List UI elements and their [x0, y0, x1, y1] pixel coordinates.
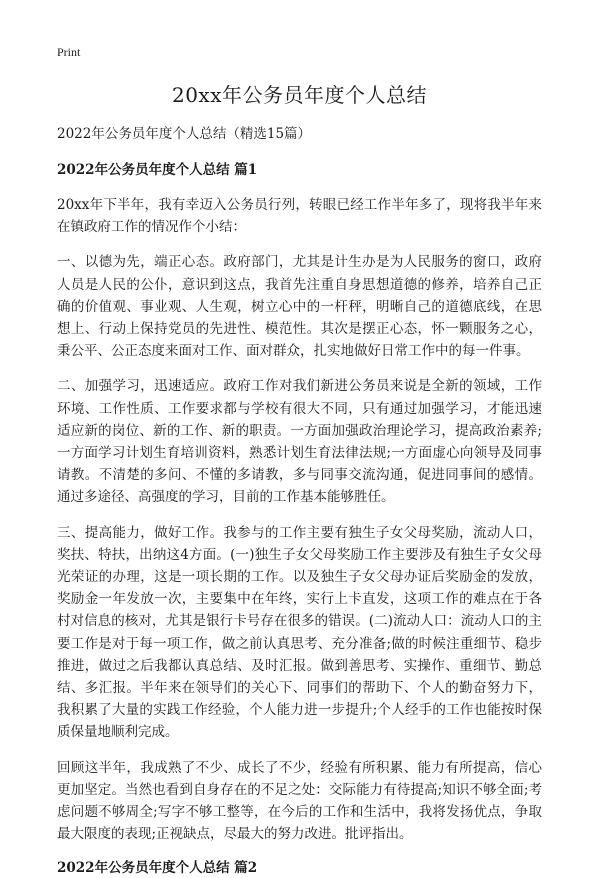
section-2 — [57, 858, 542, 878]
paragraph-point-3: 三、提高能力，做好工作。我参与的工作主要有独生子女父母奖励，流动人口，奖扶、特扶，出纳这4方面。(一)独生子女父母奖励工作主要涉及有独生子女父母光荣证的办理，这是一项长期的工作。以及独生子女父母办证后奖励金的发放，奖励金一年发放一次，主要集中在年终，实行上卡直发，这项工作的难点在于各村对信息的核对，尤其是银行卡号存在很多的错误。(二)流动人口：流动人口的主要工作是对于每一项工作，做之前认真思考、充分准备;做的时候注重细节、稳步推进，做过之后我都认真总结、及时汇报。做到善思考、实操作、重细节、勤总结、多汇报。半年来在领导们的关心下、同事们的帮助下、个人的勤奋努力下，我积累了大量的实践工作经验，个人能力进一步提升;个人经手的工作也能按时保质保量地顺利完成。 — [57, 524, 542, 741]
section-1 — [57, 160, 542, 845]
paragraph-review: 回顾这半年，我成熟了不少、成长了不少，经验有所积累、能力有所提高，信心更加坚定。当然也看到自身存在的不足之处：交际能力有待提高;知识不够全面;考虑问题不够周全;写字不够工整等，在今后的工作和生活中，我将发扬优点，争取最大限度的表现;正视缺点，尽最大的努力改进。批评指出。 — [57, 759, 542, 843]
paragraph-point-2: 二、加强学习，迅速适应。政府工作对我们新进公务员来说是全新的领域，工作环境、工作性质、工作要求都与学校有很大不同，只有通过加强学习，才能迅速适应新的岗位、新的工作、新的职责。一方面加强政治理论学习，提高政治素养;一方面学习计划生育培训资料，熟悉计划生育法律法规;一方面虚心向领导及同事请教。不清楚的多问、不懂的多请教，多与同事交流沟通，促进同事间的感情。通过多途径、高强度的学习，目前的工作基本能够胜任。 — [57, 378, 542, 506]
document-subtitle: 2022年公务员年度个人总结（精选15篇） — [57, 126, 312, 142]
paragraph-intro: 20xx年下半年，我有幸迈入公务员行列，转眼已经工作半年多了，现将我半年来在镇政府工作的情况作个小结： — [57, 197, 542, 236]
paragraph-point-1: 一、以德为先，端正心态。政府部门，尤其是计生办是为人民服务的窗口，政府人员是人民的公仆，意识到这点，我首先注重自身思想道德的修养，培养自己正确的价值观、事业观、人生观，树立心中的一杆秤，明晰自己的道德底线，在思想上、行动上保持党员的先进性、模范性。其次是摆正心态，怀一颗服务之心，秉公平、公正态度来面对工作、面对群众，扎实地做好日常工作中的每一件事。 — [57, 254, 542, 360]
print-link[interactable]: Print — [57, 45, 81, 59]
document-title: 20xx年公务员年度个人总结 — [171, 83, 427, 107]
section-heading: 2022年公务员年度个人总结 篇1 — [57, 162, 258, 178]
section-heading: 2022年公务员年度个人总结 篇2 — [57, 860, 258, 877]
